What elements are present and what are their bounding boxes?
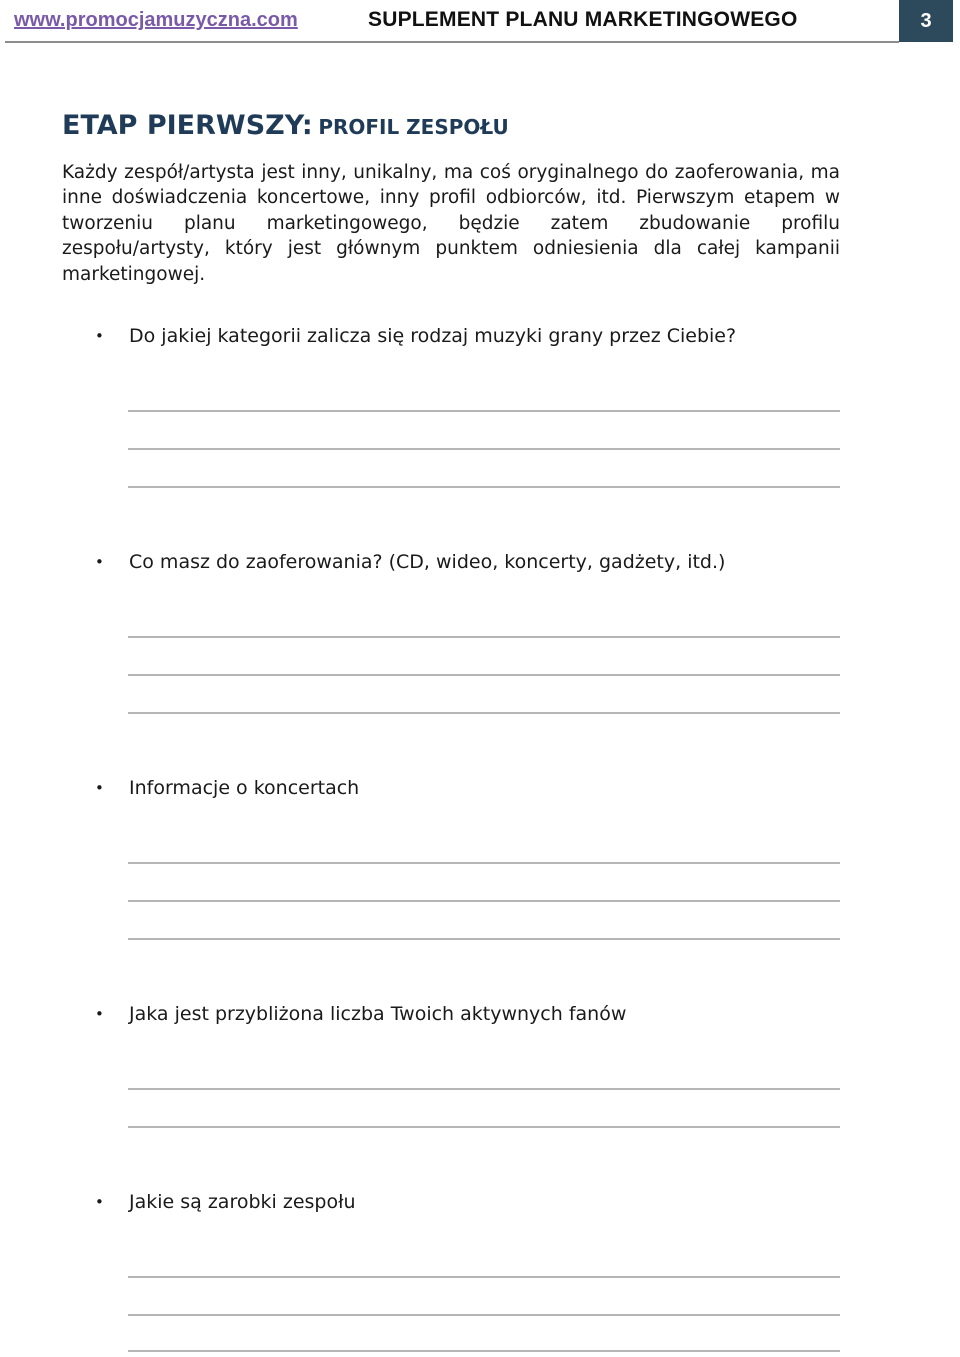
section-heading	[62, 110, 509, 141]
answer-line[interactable]	[128, 486, 840, 488]
answer-line[interactable]	[128, 1088, 840, 1090]
document-title: SUPLEMENT PLANU MARKETINGOWEGO	[368, 8, 798, 31]
page-number: 3	[920, 9, 932, 32]
answer-line[interactable]	[128, 410, 840, 412]
answer-line[interactable]	[128, 1350, 840, 1352]
question-text: Do jakiej kategorii zalicza się rodzaj muzyki grany przez Ciebie?	[129, 325, 737, 347]
bullet-point: •	[95, 1005, 104, 1023]
answer-line[interactable]	[128, 1314, 840, 1316]
bullet-point: •	[95, 553, 104, 571]
intro-paragraph: Każdy zespół/artysta jest inny, unikalny, ma coś oryginalnego do zaoferowania, ma inne doświadczenia koncertowe, inny profil odbiorców, itd. Pierwszym etapem w tworzeniu planu marketingowego, będzie zatem zbudowanie profilu zespołu/artysty, który jest głównym punktem odniesienia dla całej kampanii marketingowej.	[62, 162, 840, 285]
bullet-point: •	[95, 327, 104, 345]
page-number-badge	[899, 0, 953, 42]
question-text: Co masz do zaoferowania? (CD, wideo, koncerty, gadżety, itd.)	[129, 551, 726, 573]
section-heading-main: ETAP PIERWSZY:	[62, 110, 313, 141]
answer-line[interactable]	[128, 862, 840, 864]
answer-line[interactable]	[128, 1276, 840, 1278]
question-text: Jakie są zarobki zespołu	[129, 1191, 356, 1213]
answer-line[interactable]	[128, 674, 840, 676]
answer-line[interactable]	[128, 636, 840, 638]
question-text: Informacje o koncertach	[129, 777, 360, 799]
answer-line[interactable]	[128, 900, 840, 902]
question-text: Jaka jest przybliżona liczba Twoich aktywnych fanów	[129, 1003, 627, 1025]
answer-line[interactable]	[128, 938, 840, 940]
section-heading-sub: PROFIL ZESPOŁU	[318, 115, 509, 139]
site-link[interactable]: www.promocjamuzyczna.com	[14, 9, 298, 31]
header-divider	[5, 41, 899, 43]
answer-line[interactable]	[128, 1126, 840, 1128]
answer-line[interactable]	[128, 448, 840, 450]
bullet-point: •	[95, 1193, 104, 1211]
page-header	[0, 0, 960, 44]
bullet-point: •	[95, 779, 104, 797]
answer-line[interactable]	[128, 712, 840, 714]
